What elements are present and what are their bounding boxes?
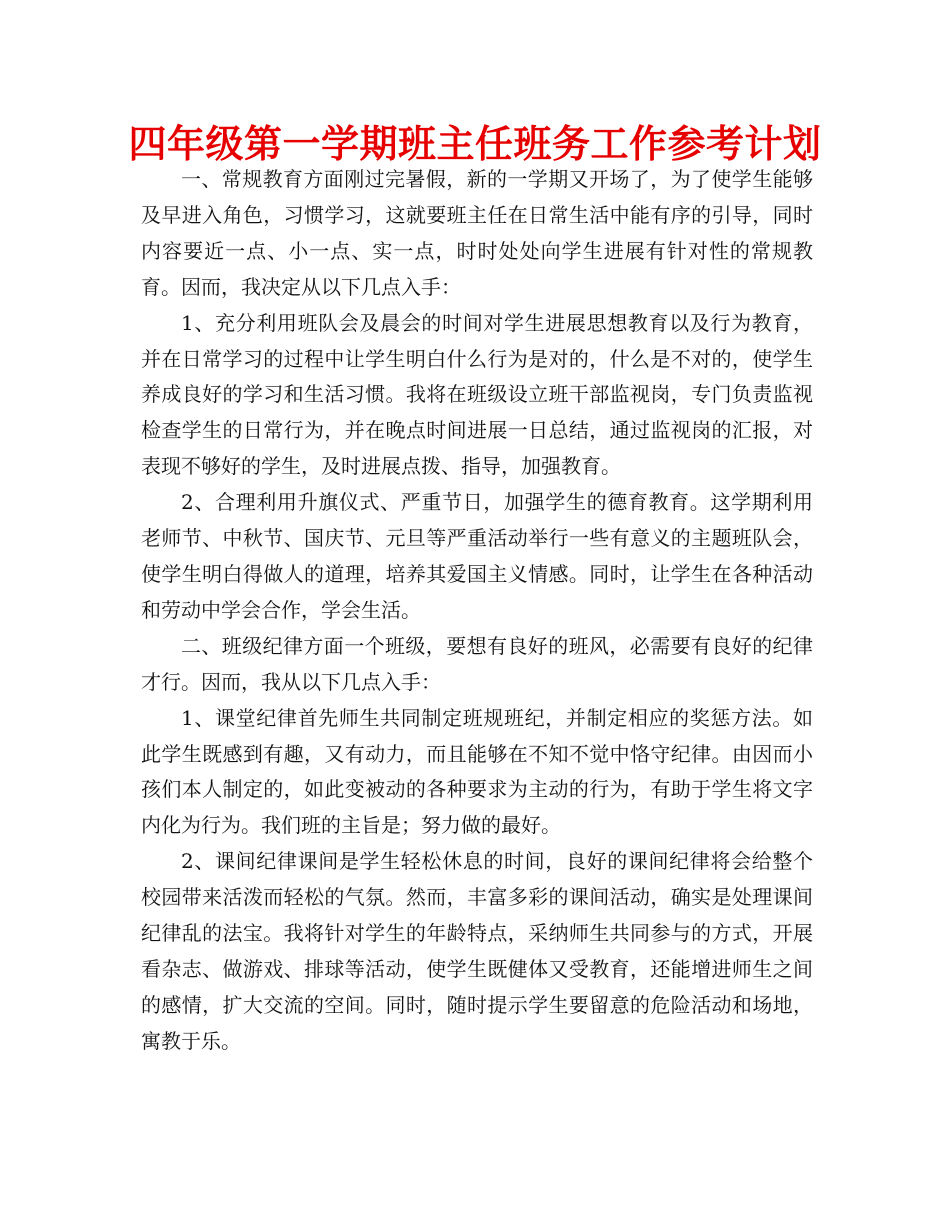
paragraph-break-discipline: 2、课间纪律课间是学生轻松休息的时间，良好的课间纪律将会给整个校园带来活泼而轻松的气氛。然而，丰富多彩的课间活动，确实是处理课间纪律乱的法宝。我将针对学生的年龄特点，采纳师生共同参与的方式，开展看杂志、做游戏、排球等活动，使学生既健体又受教育，还能增进师生之间的感情，扩大交流的空间。同时，随时提示学生要留意的危险活动和场地，寓教于乐。 (141, 849, 813, 1053)
paragraph-class-discipline: 二、班级纪律方面一个班级，要想有良好的班风，必需要有良好的纪律才行。因而，我从以下几点入手： (141, 633, 813, 694)
paragraph-class-meeting: 1、充分利用班队会及晨会的时间对学生进展思想教育以及行为教育，并在日常学习的过程中让学生明白什么行为是对的，什么是不对的，使学生养成良好的学习和生活习惯。我将在班级设立班干部监视岗，专门负责监视检查学生的日常行为，并在晚点时间进展一日总结，通过监视岗的汇报，对表现不够好的学生，及时进展点拨、指导，加强教育。 (141, 310, 813, 479)
paragraph-classroom-discipline: 1、课堂纪律首先师生共同制定班规班纪，并制定相应的奖惩方法。如此学生既感到有趣，又有动力，而且能够在不知不觉中恪守纪律。由因而小孩们本人制定的，如此变被动的各种要求为主动的行为，有助于学生将文字内化为行为。我们班的主旨是；努力做的最好。 (141, 705, 813, 838)
paragraph-routine-education: 一、常规教育方面刚过完暑假，新的一学期又开场了，为了使学生能够及早进入角色，习惯学习，这就要班主任在日常生活中能有序的引导，同时内容要近一点、小一点、实一点，时时处处向学生进展有针对性的常规教育。因而，我决定从以下几点入手： (141, 167, 813, 299)
document-body (141, 162, 813, 1060)
paragraph-flag-ceremony: 2、合理利用升旗仪式、严重节日，加强学生的德育教育。这学期利用老师节、中秋节、国庆节、元旦等严重活动举行一些有意义的主题班队会，使学生明白得做人的道理，培养其爱国主义情感。同时，让学生在各种活动和劳动中学会合作，学会生活。 (141, 490, 813, 622)
document-title: 四年级第一学期班主任班务工作参考计划 (128, 122, 822, 166)
